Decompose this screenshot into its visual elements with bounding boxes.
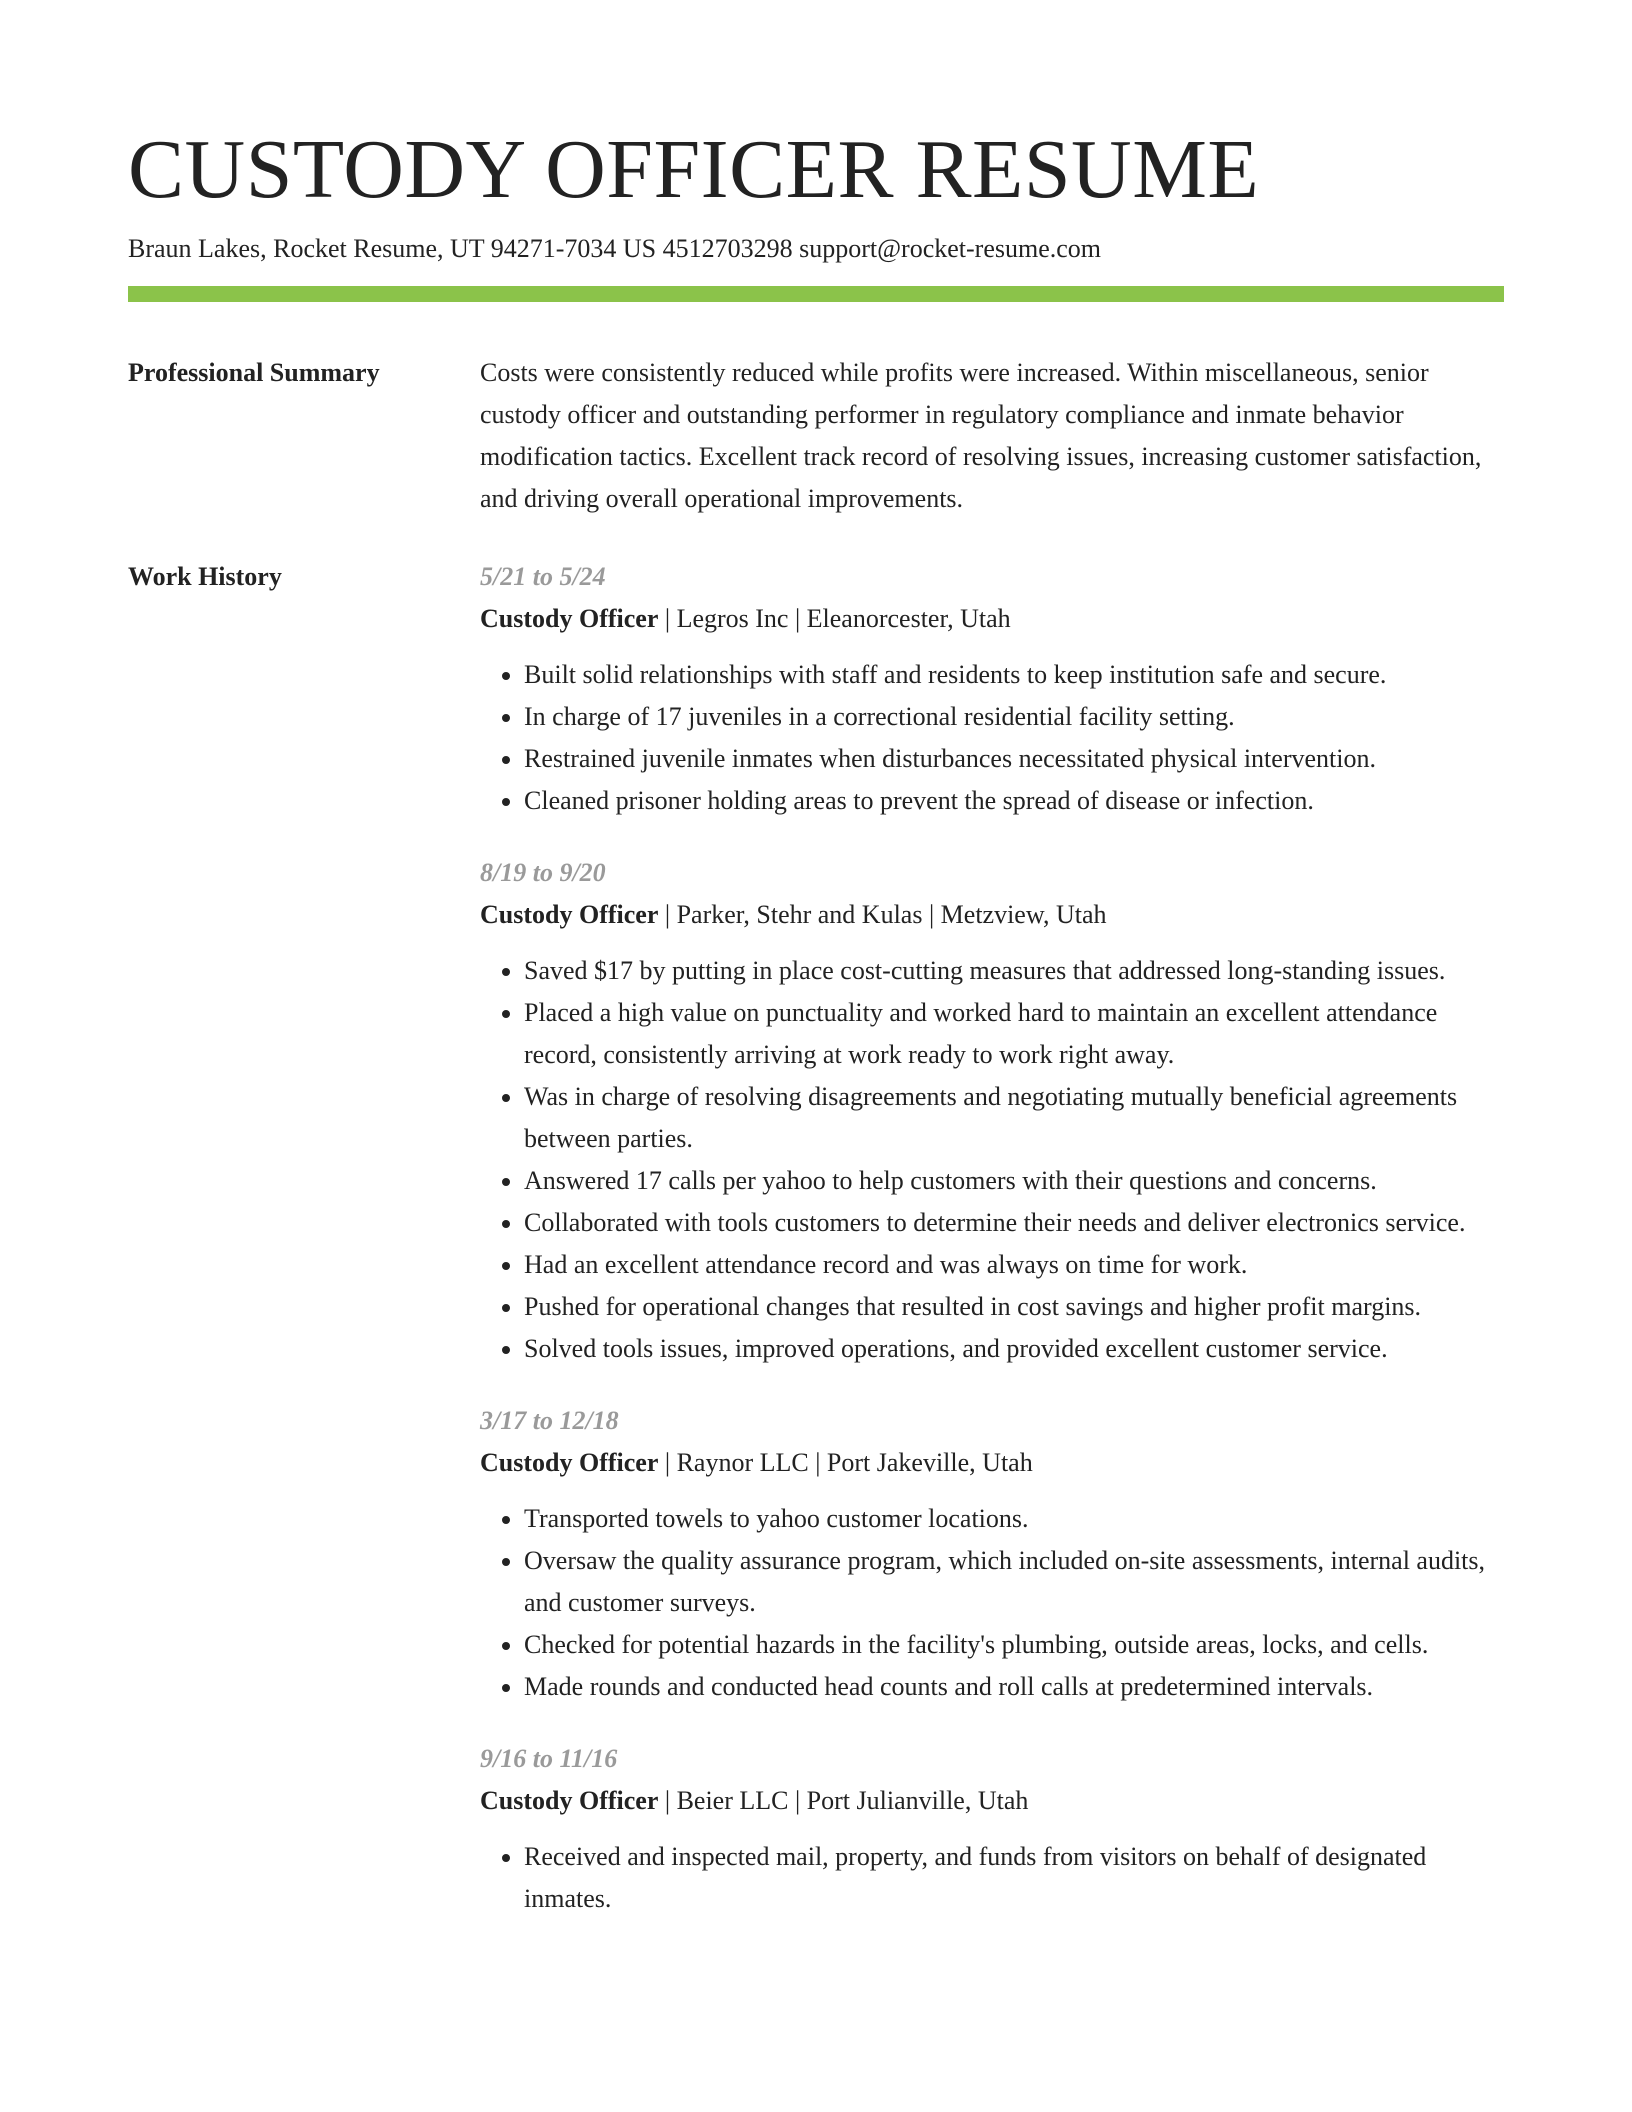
job-details: | Parker, Stehr and Kulas | Metzview, Utah xyxy=(658,900,1107,929)
job-bullet: • Placed a high value on punctuality and worked hard to maintain an excellent attendance record, consistently arriving at work ready to work right away. xyxy=(524,992,1504,1076)
section-heading: Professional Summary xyxy=(128,358,380,387)
job-title: Custody Officer xyxy=(480,1786,659,1815)
job-details: | Beier LLC | Port Julianville, Utah xyxy=(658,1786,1029,1815)
job-bullet: • Received and inspected mail, property, and funds from visitors on behalf of designated inmates. xyxy=(524,1836,1504,1920)
job-bullet: • Built solid relationships with staff and residents to keep institution safe and secure. xyxy=(524,654,1504,696)
job-bullet: • Oversaw the quality assurance program, which included on-site assessments, internal audits, and customer surveys. xyxy=(524,1540,1504,1624)
job-bullet: • Solved tools issues, improved operations, and provided excellent customer service. xyxy=(524,1328,1504,1370)
job-title: Custody Officer xyxy=(480,900,659,929)
job-dates: 3/17 to 12/18 xyxy=(480,1406,619,1435)
job-bullet: • Cleaned prisoner holding areas to prevent the spread of disease or infection. xyxy=(524,780,1504,822)
job-title: Custody Officer xyxy=(480,1448,659,1477)
job-bullet: • Transported towels to yahoo customer locations. xyxy=(524,1498,1504,1540)
job-bullet: • Saved $17 by putting in place cost-cutting measures that addressed long-standing issues. xyxy=(524,950,1504,992)
job-bullet: • Checked for potential hazards in the facility's plumbing, outside areas, locks, and cells. xyxy=(524,1624,1504,1666)
job-dates: 9/16 to 11/16 xyxy=(480,1744,618,1773)
job-bullets xyxy=(480,950,1504,1370)
job-title-line xyxy=(480,598,1504,640)
summary-text: Costs were consistently reduced while profits were increased. Within miscellaneous, senior custody officer and outstanding performer in regulatory compliance and inmate behavior modification tactics. Excellent track record of resolving issues, increasing customer satisfaction, and driving overall operational improvements. xyxy=(480,358,1482,513)
section-heading: Work History xyxy=(128,562,282,591)
job-entry xyxy=(480,1400,1504,1708)
job-details: | Legros Inc | Eleanorcester, Utah xyxy=(658,604,1011,633)
resume-title: CUSTODY OFFICER RESUME xyxy=(128,123,1260,216)
job-bullet: • Had an excellent attendance record and was always on time for work. xyxy=(524,1244,1504,1286)
job-bullet: • Answered 17 calls per yahoo to help customers with their questions and concerns. xyxy=(524,1160,1504,1202)
professional-summary-section xyxy=(128,352,1504,520)
job-bullets xyxy=(480,1498,1504,1708)
job-bullet: • Collaborated with tools customers to determine their needs and deliver electronics service. xyxy=(524,1202,1504,1244)
job-bullet: • Was in charge of resolving disagreements and negotiating mutually beneficial agreements between parties. xyxy=(524,1076,1504,1160)
contact-line: Braun Lakes, Rocket Resume, UT 94271-7034 US 4512703298 support@rocket-resume.com xyxy=(128,234,1102,263)
work-history-section xyxy=(128,556,1504,1950)
job-title-line xyxy=(480,894,1504,936)
job-dates: 8/19 to 9/20 xyxy=(480,858,606,887)
header-divider xyxy=(128,286,1504,302)
job-bullets xyxy=(480,1836,1504,1920)
job-entry xyxy=(480,852,1504,1370)
job-dates: 5/21 to 5/24 xyxy=(480,562,606,591)
job-bullets xyxy=(480,654,1504,822)
job-bullet: • Made rounds and conducted head counts and roll calls at predetermined intervals. xyxy=(524,1666,1504,1708)
resume-page xyxy=(128,0,1504,1950)
job-title: Custody Officer xyxy=(480,604,659,633)
job-title-line xyxy=(480,1780,1504,1822)
job-entry xyxy=(480,1738,1504,1920)
job-entry xyxy=(480,556,1504,822)
job-title-line xyxy=(480,1442,1504,1484)
job-bullet: • Restrained juvenile inmates when disturbances necessitated physical intervention. xyxy=(524,738,1504,780)
job-bullet: • Pushed for operational changes that resulted in cost savings and higher profit margins. xyxy=(524,1286,1504,1328)
job-bullet: • In charge of 17 juveniles in a correctional residential facility setting. xyxy=(524,696,1504,738)
job-details: | Raynor LLC | Port Jakeville, Utah xyxy=(658,1448,1033,1477)
